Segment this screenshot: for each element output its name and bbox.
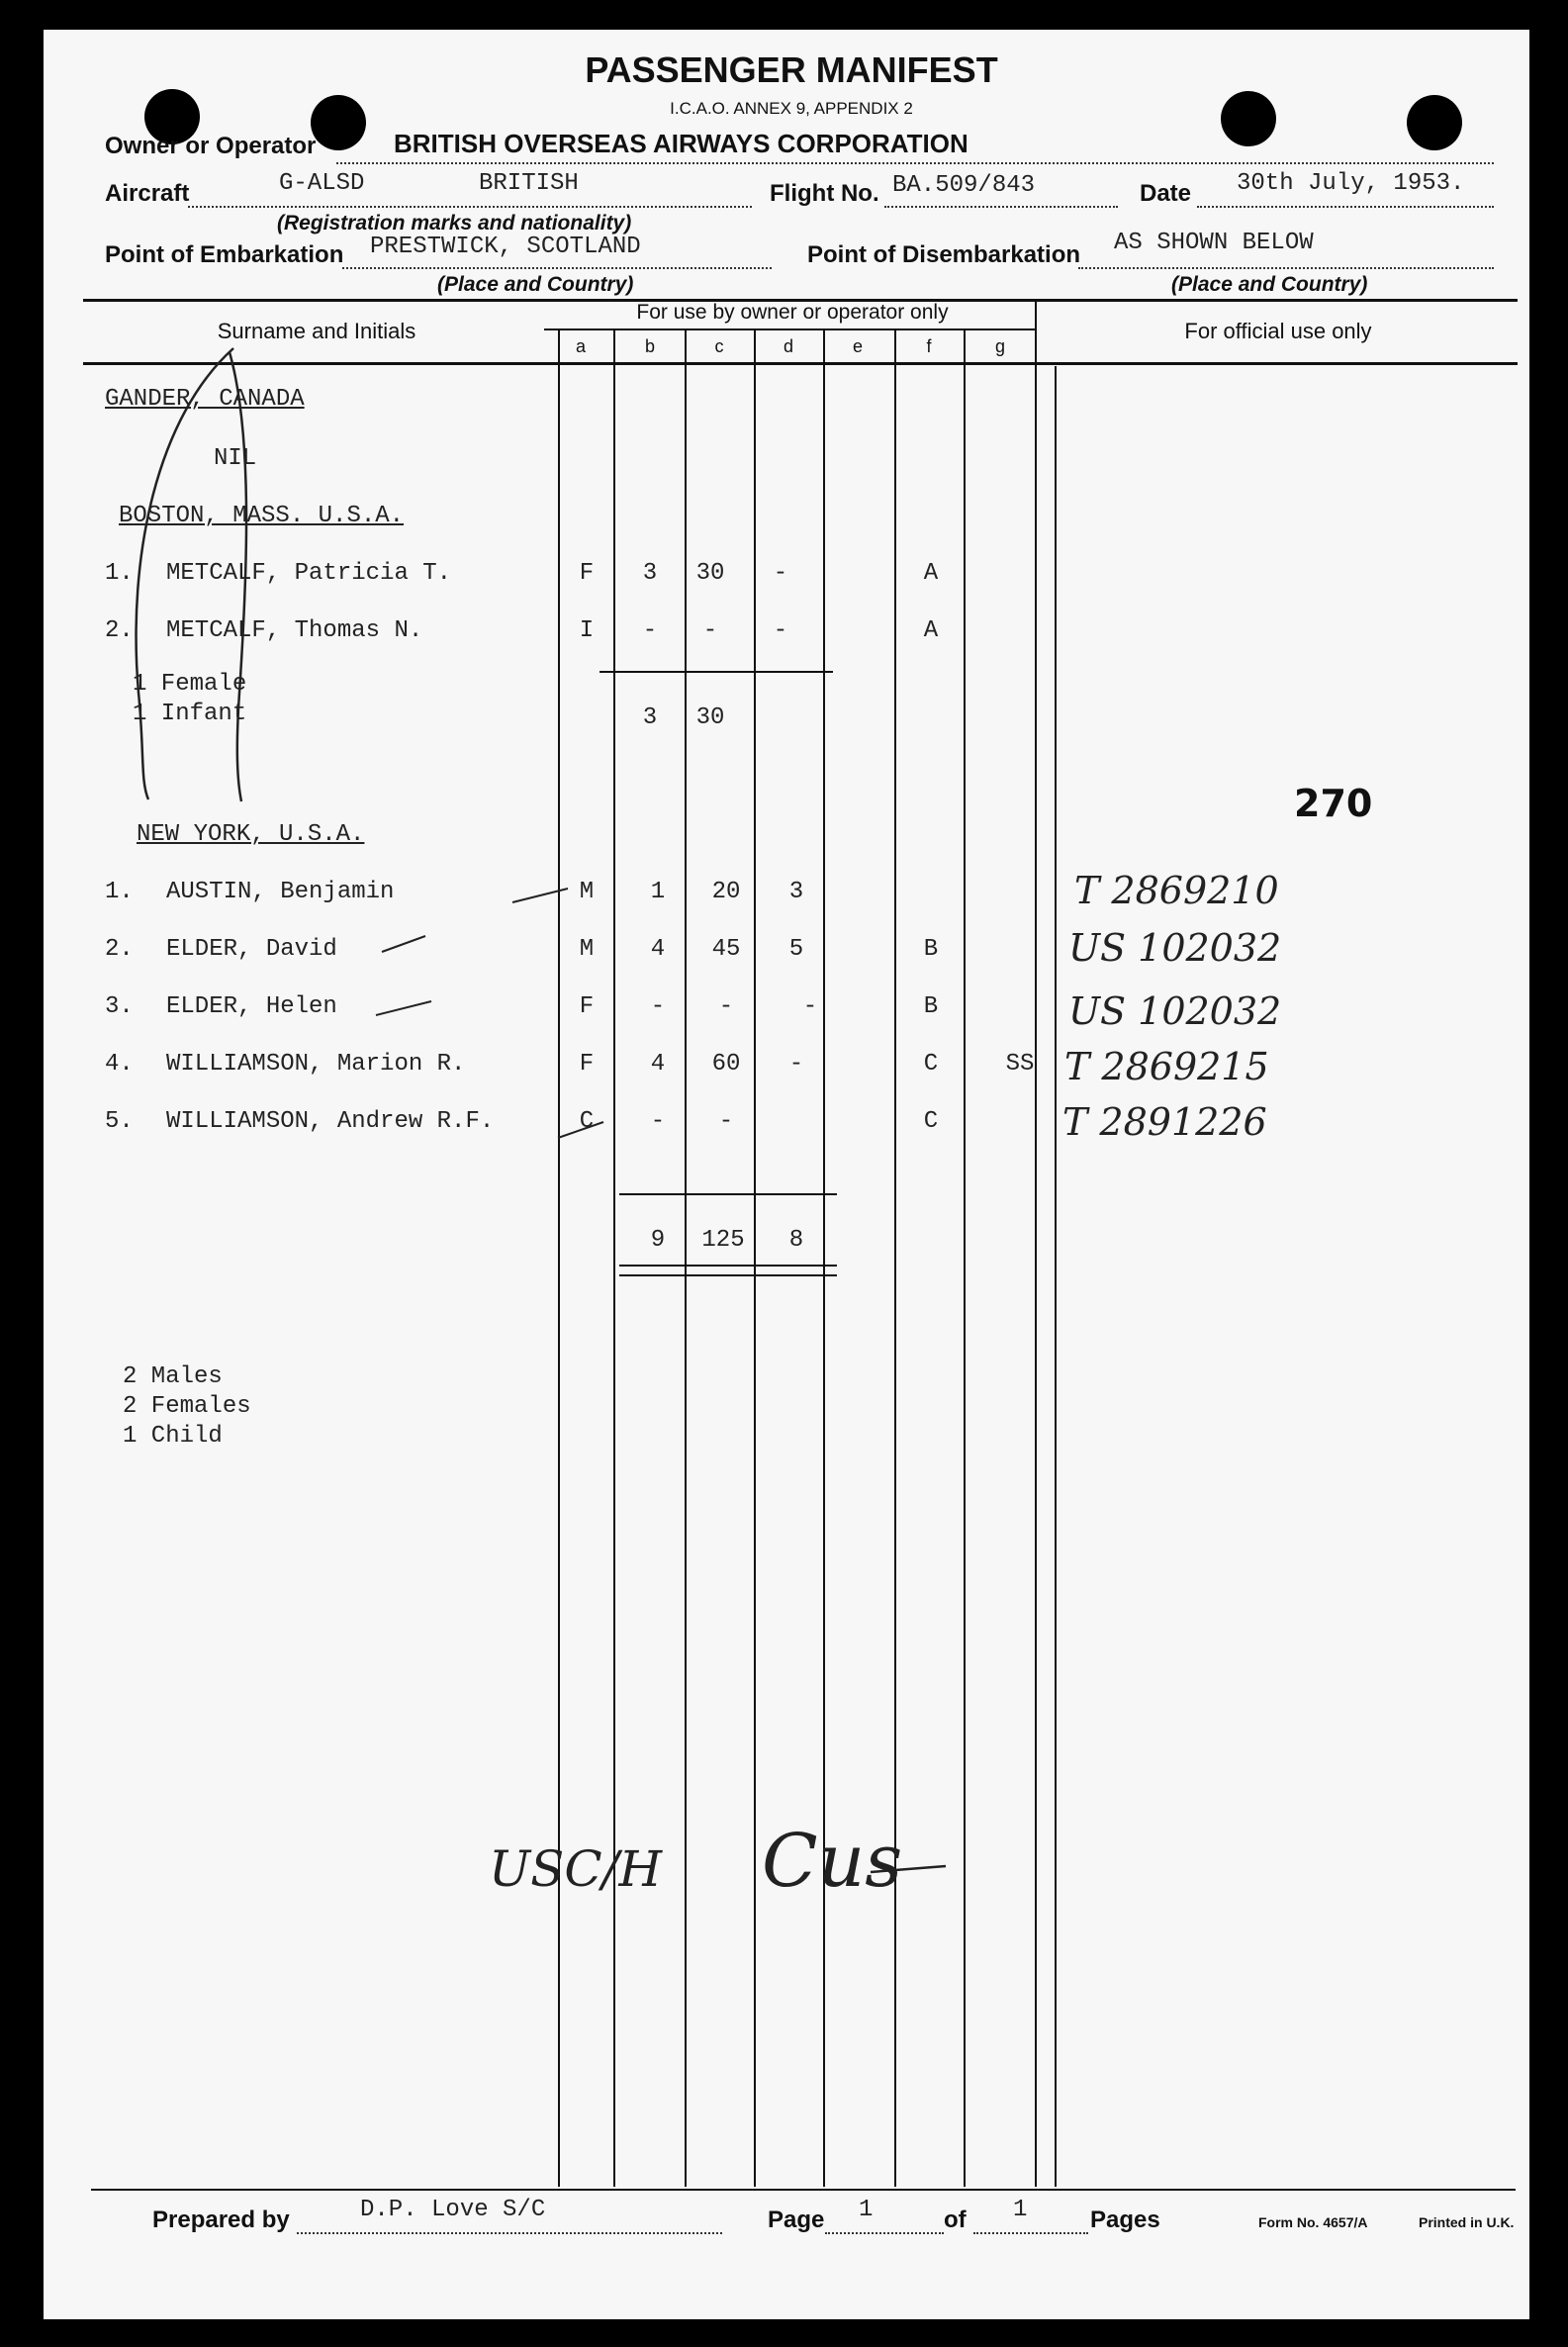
cell-c: - [702,617,718,644]
official-initials: USC/H [489,1840,663,1898]
row-number: 1. [105,560,134,587]
cell-c: - [718,993,734,1020]
col-official-header: For official use only [1184,319,1372,343]
pages-label: Pages [1090,2206,1160,2233]
cell-f: C [923,1051,939,1078]
page-value: 1 [859,2197,874,2223]
cell-f: B [923,936,939,963]
flight-label: Flight No. [770,180,879,207]
boston-total-b: 3 [642,704,658,731]
official-passport-number: T 2891226 [1062,1100,1267,1144]
row-number: 2. [105,936,134,963]
cell-f: A [923,617,939,644]
cell-d: 3 [788,879,804,905]
cell-g: SS [1005,1051,1035,1078]
subcol-d: d [783,336,793,356]
signature-tail [871,1866,946,1872]
aircraft-reg: G-ALSD [279,170,365,197]
cell-a: F [579,993,595,1020]
subcol-b: b [644,336,655,356]
place-caption-left: (Place and Country) [437,273,634,296]
registration-caption: (Registration marks and nationality) [277,212,632,235]
subcol-c: c [714,336,724,356]
footer-rule [91,2189,1516,2191]
cell-b: 4 [650,1051,666,1078]
passenger-name: WILLIAMSON, Andrew R.F. [166,1108,495,1135]
section-heading-newyork: NEW YORK, U.S.A. [137,821,365,848]
cell-f: B [923,993,939,1020]
flight-value: BA.509/843 [892,172,1036,199]
prepared-value: D.P. Love S/C [360,2197,546,2223]
embarkation-value: PRESTWICK, SCOTLAND [370,234,641,260]
cell-b: - [642,617,658,644]
cell-b: - [650,993,666,1020]
of-label: of [944,2206,967,2233]
subcol-e: e [852,336,863,356]
passenger-name: WILLIAMSON, Marion R. [166,1051,466,1078]
cell-d: - [802,993,818,1020]
owner-label: Owner or Operator [105,133,317,159]
boston-summary-female: 1 Female [133,671,247,698]
aircraft-nationality: BRITISH [479,170,579,197]
page-label: Page [768,2206,825,2233]
stamp-number: 270 [1294,782,1373,825]
page-dotline [825,2232,944,2234]
cell-c: 60 [711,1051,741,1078]
boston-summary-infant: 1 Infant [133,701,247,727]
row-number: 2. [105,617,134,644]
col-surname-header: Surname and Initials [217,319,416,343]
cell-a: I [579,617,595,644]
tick-mark-4 [558,1122,603,1138]
form-number: Form No. 4657/A [1258,2214,1368,2230]
cell-b: 3 [642,560,658,587]
of-dotline [973,2232,1088,2234]
summary-males: 2 Males [123,1363,223,1390]
gander-nil: NIL [214,445,257,472]
summary-child: 1 Child [123,1423,223,1450]
summary-females: 2 Females [123,1393,251,1420]
cell-a: M [579,936,595,963]
aircraft-label: Aircraft [105,180,190,207]
section-heading-boston: BOSTON, MASS. U.S.A. [119,503,405,529]
date-value: 30th July, 1953. [1237,170,1465,197]
printed-in: Printed in U.K. [1419,2214,1515,2230]
cell-d: - [773,617,788,644]
official-signature: Cus [762,1819,903,1904]
col-operator-header: For use by owner or operator only [636,301,949,324]
passenger-name: METCALF, Thomas N. [166,617,423,644]
newyork-total-c: 125 [701,1227,745,1254]
newyork-total-d: 8 [788,1227,804,1254]
row-number: 3. [105,993,134,1020]
subcol-g: g [994,336,1005,356]
official-passport-number: US 102032 [1068,989,1282,1033]
cell-c: 45 [711,936,741,963]
prepared-dotline [297,2232,722,2234]
cell-a: C [579,1108,595,1135]
document-title: PASSENGER MANIFEST [585,49,998,90]
passenger-name: AUSTIN, Benjamin [166,879,395,905]
tick-mark-3 [376,1001,431,1015]
row-number: 4. [105,1051,134,1078]
passenger-name: ELDER, Helen [166,993,337,1020]
cell-b: 4 [650,936,666,963]
cell-d: - [788,1051,804,1078]
cell-b: - [650,1108,666,1135]
row-number: 1. [105,879,134,905]
official-passport-number: T 2869215 [1064,1045,1269,1088]
official-passport-number: T 2869210 [1074,869,1279,912]
subcol-f: f [926,336,932,356]
of-value: 1 [1013,2197,1028,2223]
embarkation-label: Point of Embarkation [105,241,344,268]
cell-a: F [579,560,595,587]
prepared-label: Prepared by [152,2206,290,2233]
section-heading-gander: GANDER, CANADA [105,386,305,413]
passenger-name: METCALF, Patricia T. [166,560,452,587]
tick-mark-1 [512,889,568,902]
cell-c: 20 [711,879,741,905]
cell-c: - [718,1108,734,1135]
row-number: 5. [105,1108,134,1135]
cell-f: A [923,560,939,587]
subcol-a: a [575,336,586,356]
cell-d: - [773,560,788,587]
passenger-name: ELDER, David [166,936,337,963]
bracket-stroke-right [230,352,246,801]
disembarkation-label: Point of Disembarkation [807,241,1081,268]
boston-total-c: 30 [695,704,725,731]
bracket-stroke-left [137,348,233,799]
cell-b: 1 [650,879,666,905]
owner-value: BRITISH OVERSEAS AIRWAYS CORPORATION [394,129,968,158]
cell-c: 30 [695,560,725,587]
official-passport-number: US 102032 [1068,926,1282,970]
cell-a: F [579,1051,595,1078]
place-caption-right: (Place and Country) [1171,273,1368,296]
document-subtitle: I.C.A.O. ANNEX 9, APPENDIX 2 [670,99,913,118]
cell-f: C [923,1108,939,1135]
tick-mark-2 [382,936,425,952]
newyork-total-b: 9 [650,1227,666,1254]
date-label: Date [1140,180,1192,207]
cell-d: 5 [788,936,804,963]
disembarkation-value: AS SHOWN BELOW [1114,230,1314,256]
cell-a: M [579,879,595,905]
